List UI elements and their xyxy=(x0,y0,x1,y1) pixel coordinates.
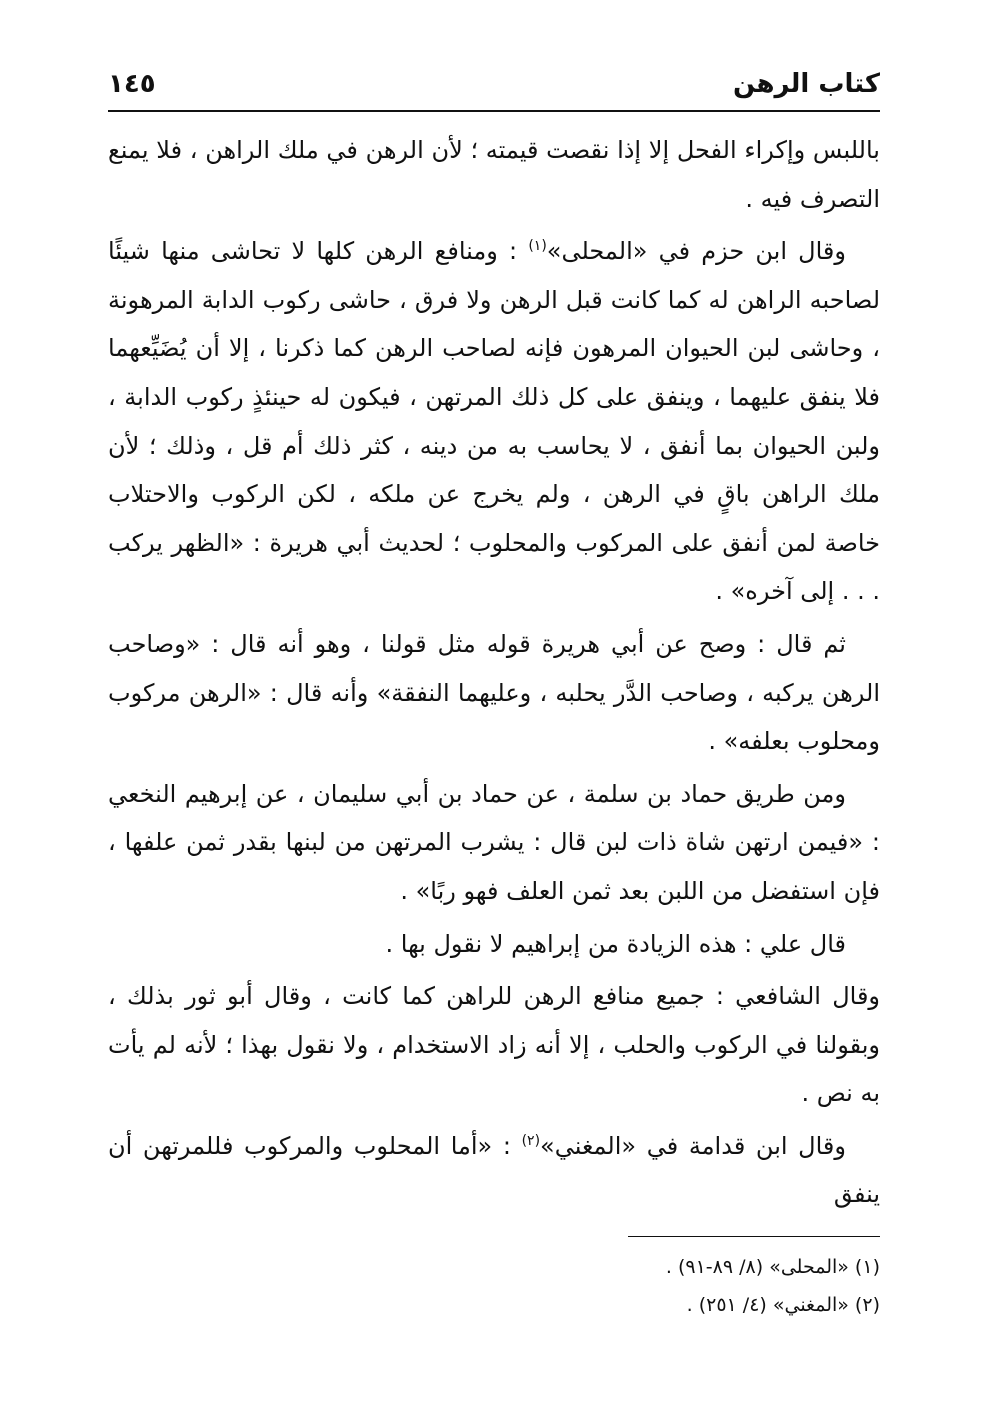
paragraph-text: وقال ابن قدامة في «المغني» xyxy=(540,1131,846,1160)
footnote-2: (٢) «المغني» (٤/ ٢٥١) . xyxy=(686,1294,880,1316)
paragraph-continuation: باللبس وإكراء الفحل إلا إذا نقصت قيمته ؛ لأن الرهن في ملك الراهن ، فلا يمنع التصرف فيه . xyxy=(108,136,880,213)
footnote-1: (١) «المحلى» (٨/ ٨٩-٩١) . xyxy=(665,1256,880,1278)
paragraph-text: : «أما المحلوب والمركوب فللمرتهن أن ينفق xyxy=(108,1131,880,1209)
paragraph-then-said: ثم قال : وصح عن أبي هريرة قوله مثل قولنا ، وهو أنه قال : «وصاحب الرهن يركبه ، وصاحب الدَّر يحلبه ، وعليهما النفقة» وأنه قال : «الرهن مركوب ومحلوب بعلفه» . xyxy=(108,629,880,756)
page-number: ١٤٥ xyxy=(108,69,156,99)
paragraph-text: : ومنافع الرهن كلها لا تحاشى منها شيئًا لصاحبه الراهن له كما كانت قبل الرهن ولا فرق ، حاشى ركوب الدابة المرهونة ، وحاشى لبن الحيوان المرهون فإنه لصاحب الرهن كما ذكرنا ، إلا أن يُضَيِّعهما فلا ينفق عليهما ، وينفق على كل ذلك المرتهن ، فيكون له حينئذٍ ركوب الدابة ، ولبن الحيوان بما أنفق ، لا يحاسب به من دينه ، كثر ذلك أم قل ، وذلك ؛ لأن ملك الراهن باقٍ في الرهن ، ولم يخرج عن ملكه ، لكن الركوب والاحتلاب خاصة لمن أنفق على المركوب والمحلوب ؛ لحديث أبي هريرة : «الظهر يركب . . . إلى آخره» . xyxy=(108,237,880,606)
page-header xyxy=(108,62,880,106)
paragraph-shafii: وقال الشافعي : جميع منافع الرهن للراهن كما كانت ، وقال أبو ثور بذلك ، وبقولنا في الركوب والحلب ، إلا أنه زاد الاستخدام ، ولا نقول بهذا ؛ لأنه لم يأت به نص . xyxy=(108,982,880,1108)
footnote-reference: (٢) xyxy=(521,1132,541,1149)
paragraph-text: وقال ابن حزم في «المحلى» xyxy=(546,237,846,266)
footnote-reference: (١) xyxy=(528,238,547,255)
footnotes xyxy=(108,1248,880,1324)
chapter-title: كتاب الرهن xyxy=(733,69,880,99)
footnote-separator xyxy=(628,1236,880,1237)
paragraph-ibn-hazm xyxy=(108,227,880,616)
main-text xyxy=(108,126,880,1223)
paragraph-ali-said: قال علي : هذه الزيادة من إبراهيم لا نقول بها . xyxy=(385,929,846,958)
header-rule xyxy=(108,110,880,112)
paragraph-ibn-qudama xyxy=(108,1122,880,1219)
paragraph-hammad-chain: ومن طريق حماد بن سلمة ، عن حماد بن أبي سليمان ، عن إبرهيم النخعي : «فيمن ارتهن شاة ذات لبن قال : يشرب المرتهن من لبنها بقدر ثمن علفها ، فإن استفضل من اللبن بعد ثمن العلف فهو ربًا» . xyxy=(108,779,880,905)
